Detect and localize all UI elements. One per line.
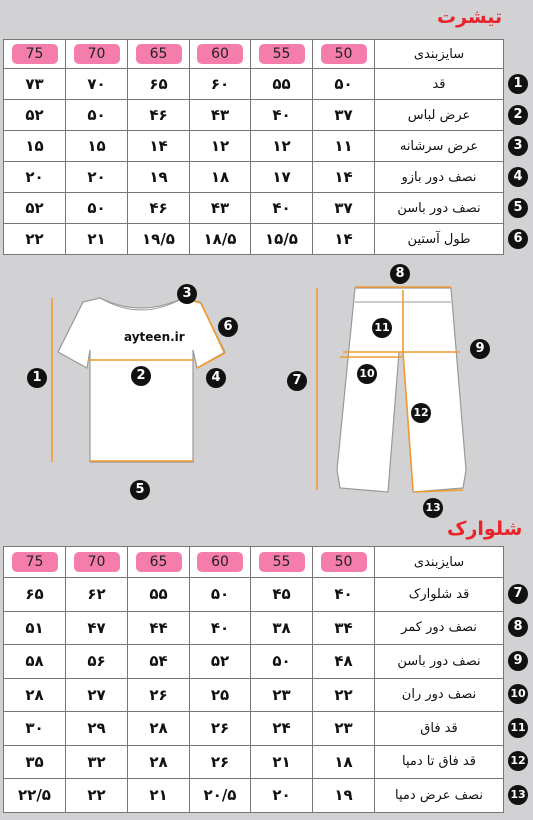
marker-9: 9	[470, 339, 490, 359]
tshirt-size-pill: 75	[12, 44, 58, 64]
measurement-cell: ۳۸	[251, 611, 313, 645]
measurement-cell: ۱۲	[251, 131, 313, 162]
measurement-cell: ۵۰	[313, 69, 375, 100]
measurement-cell: ۵۰	[66, 100, 128, 131]
pants-size-pill: 70	[74, 552, 120, 572]
measurement-cell: ۵۵	[251, 69, 313, 100]
measurement-label: قد فاق تا دمپا	[375, 745, 504, 779]
pants-size-pill: 65	[136, 552, 182, 572]
tshirt-size-label: سایزبندی	[375, 40, 504, 69]
measurement-cell: ۴۳	[190, 193, 251, 224]
pants-size-pill: 55	[259, 552, 305, 572]
measurement-cell: ۵۰	[251, 645, 313, 679]
measurement-label: نصف دور باسن	[375, 645, 504, 679]
measurement-cell: ۷۳	[4, 69, 66, 100]
measurement-cell: ۲۳	[251, 678, 313, 712]
measurement-label: قد	[375, 69, 504, 100]
measurement-label: نصف دور کمر	[375, 611, 504, 645]
pants-size-pill: 60	[197, 552, 243, 572]
measurement-cell: ۲۸	[128, 745, 190, 779]
measurement-cell: ۲۲	[66, 779, 128, 813]
measurement-cell: ۱۴	[313, 162, 375, 193]
row-number-badge: 2	[508, 105, 528, 125]
measurement-cell: ۲۰	[4, 162, 66, 193]
measurement-label: نصف دور باسن	[375, 193, 504, 224]
measurement-cell: ۴۰	[190, 611, 251, 645]
measurement-label: عرض لباس	[375, 100, 504, 131]
measurement-cell: ۲۷	[66, 678, 128, 712]
pants-title: شلوارک	[447, 518, 523, 540]
measurement-cell: ۱۱	[313, 131, 375, 162]
measurement-cell: ۱۵	[4, 131, 66, 162]
measurement-cell: ۲۱	[128, 779, 190, 813]
measurement-cell: ۲۲/۵	[4, 779, 66, 813]
measurement-cell: ۴۸	[313, 645, 375, 679]
measurement-cell: ۱۴	[128, 131, 190, 162]
pants-size-pill: 75	[12, 552, 58, 572]
measurement-cell: ۵۸	[4, 645, 66, 679]
tshirt-title: تیشرت	[437, 6, 503, 28]
measurement-cell: ۵۵	[128, 578, 190, 612]
tshirt-size-pill: 65	[136, 44, 182, 64]
measurement-cell: ۲۸	[4, 678, 66, 712]
measurement-cell: ۳۴	[313, 611, 375, 645]
marker-7: 7	[287, 371, 307, 391]
row-number-badge: 1	[508, 74, 528, 94]
measurement-cell: ۴۳	[190, 100, 251, 131]
row-number-badge: 5	[508, 198, 528, 218]
tshirt-size-pill: 50	[321, 44, 367, 64]
measurement-cell: ۵۲	[190, 645, 251, 679]
measurement-label: نصف عرض دمپا	[375, 779, 504, 813]
measurement-cell: ۶۲	[66, 578, 128, 612]
tshirt-size-pill: 70	[74, 44, 120, 64]
row-number-badge: 13	[508, 785, 528, 805]
measurement-cell: ۴۶	[128, 193, 190, 224]
marker-4: 4	[206, 368, 226, 388]
marker-11: 11	[372, 318, 392, 338]
shirt-print-text: ayteen.ir	[124, 330, 185, 344]
measurement-cell: ۳۷	[313, 100, 375, 131]
marker-12: 12	[411, 403, 431, 423]
row-number-badge: 10	[508, 684, 528, 704]
row-number-badge: 3	[508, 136, 528, 156]
marker-8: 8	[390, 264, 410, 284]
measurement-cell: ۴۵	[251, 578, 313, 612]
measurement-cell: ۵۲	[4, 193, 66, 224]
measurement-cell: ۱۸	[313, 745, 375, 779]
measurement-cell: ۱۲	[190, 131, 251, 162]
row-number-badge: 9	[508, 651, 528, 671]
measurement-label: قد فاق	[375, 712, 504, 746]
measurement-cell: ۱۵	[66, 131, 128, 162]
measurement-cell: ۱۷	[251, 162, 313, 193]
measurement-cell: ۴۰	[251, 193, 313, 224]
measurement-cell: ۲۰	[66, 162, 128, 193]
measurement-cell: ۱۹/۵	[128, 224, 190, 255]
row-number-badge: 7	[508, 584, 528, 604]
measurement-cell: ۱۸/۵	[190, 224, 251, 255]
pants-size-pill: 50	[321, 552, 367, 572]
tshirt-size-pill: 55	[259, 44, 305, 64]
pants-size-label: سایزبندی	[375, 547, 504, 578]
measurement-cell: ۶۵	[4, 578, 66, 612]
measurement-label: نصف دور ران	[375, 678, 504, 712]
measurement-label: عرض سرشانه	[375, 131, 504, 162]
measurement-label: طول آستین	[375, 224, 504, 255]
row-number-badge: 11	[508, 718, 528, 738]
measurement-cell: ۲۵	[190, 678, 251, 712]
measurement-cell: ۴۰	[251, 100, 313, 131]
measurement-cell: ۴۶	[128, 100, 190, 131]
measurement-cell: ۵۲	[4, 100, 66, 131]
measurement-label: قد شلوارک	[375, 578, 504, 612]
measurement-cell: ۲۶	[190, 745, 251, 779]
measurement-cell: ۳۵	[4, 745, 66, 779]
marker-2: 2	[131, 366, 151, 386]
measurement-cell: ۷۰	[66, 69, 128, 100]
marker-3: 3	[177, 284, 197, 304]
tshirt-size-pill: 60	[197, 44, 243, 64]
marker-10: 10	[357, 364, 377, 384]
measurement-cell: ۲۲	[4, 224, 66, 255]
measurement-cell: ۵۰	[190, 578, 251, 612]
measurement-cell: ۲۳	[313, 712, 375, 746]
measurement-cell: ۲۶	[128, 678, 190, 712]
measurement-cell: ۴۴	[128, 611, 190, 645]
measurement-cell: ۱۸	[190, 162, 251, 193]
measurement-cell: ۲۶	[190, 712, 251, 746]
measurement-cell: ۲۱	[66, 224, 128, 255]
measurement-cell: ۲۸	[128, 712, 190, 746]
measurement-cell: ۳۰	[4, 712, 66, 746]
measurement-cell: ۲۹	[66, 712, 128, 746]
row-number-badge: 8	[508, 617, 528, 637]
measurement-cell: ۲۲	[313, 678, 375, 712]
measurement-cell: ۳۲	[66, 745, 128, 779]
measurement-cell: ۴۷	[66, 611, 128, 645]
marker-13: 13	[423, 498, 443, 518]
row-number-badge: 6	[508, 229, 528, 249]
measurement-cell: ۴۰	[313, 578, 375, 612]
measurement-cell: ۵۱	[4, 611, 66, 645]
measurement-cell: ۲۴	[251, 712, 313, 746]
row-number-badge: 4	[508, 167, 528, 187]
measurement-cell: ۲۰	[251, 779, 313, 813]
measurement-label: نصف دور بازو	[375, 162, 504, 193]
row-number-badge: 12	[508, 751, 528, 771]
measurement-cell: ۶۵	[128, 69, 190, 100]
marker-6: 6	[218, 317, 238, 337]
measurement-cell: ۱۹	[128, 162, 190, 193]
measurement-cell: ۳۷	[313, 193, 375, 224]
measurement-cell: ۵۶	[66, 645, 128, 679]
measurement-cell: ۲۰/۵	[190, 779, 251, 813]
measurement-cell: ۱۴	[313, 224, 375, 255]
measurement-cell: ۱۹	[313, 779, 375, 813]
measurement-cell: ۱۵/۵	[251, 224, 313, 255]
measurement-cell: ۵۰	[66, 193, 128, 224]
marker-5: 5	[130, 480, 150, 500]
measurement-cell: ۲۱	[251, 745, 313, 779]
pants-drawing	[317, 287, 466, 492]
marker-1: 1	[27, 368, 47, 388]
measurement-cell: ۶۰	[190, 69, 251, 100]
measurement-cell: ۵۴	[128, 645, 190, 679]
